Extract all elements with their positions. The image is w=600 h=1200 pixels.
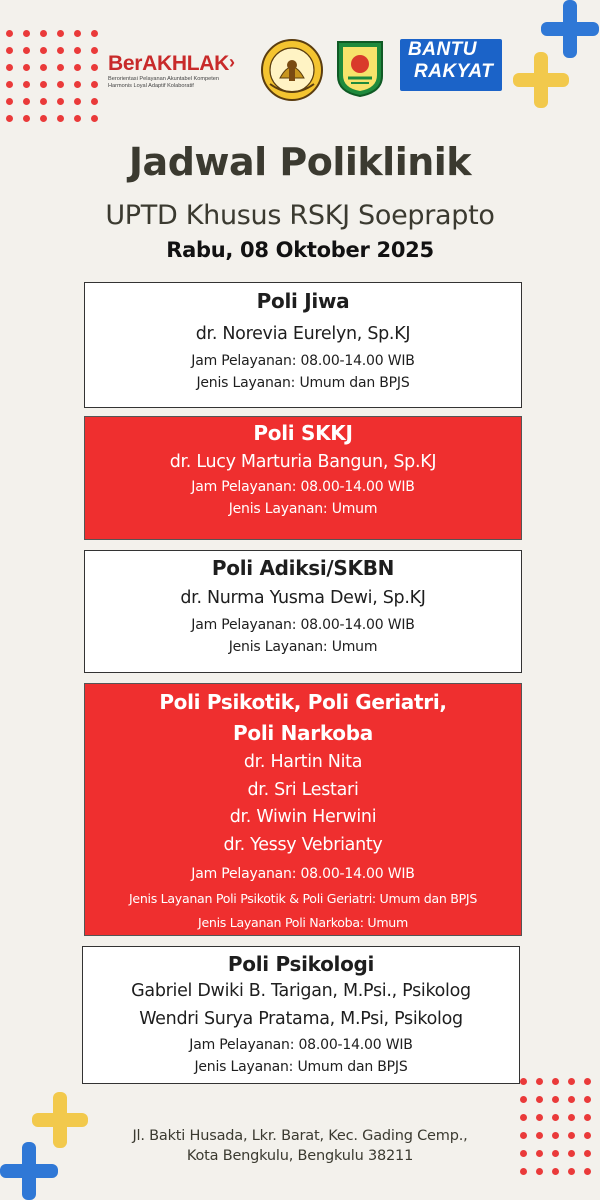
service-hours: Jam Pelayanan: 08.00-14.00 WIB [191, 617, 415, 633]
berakhlak-tagline-1: Berorientasi Pelayanan Akuntabel Kompeten [108, 76, 220, 82]
poli-name-line-2: Poli Narkoba [233, 721, 373, 745]
service-type: Jenis Layanan: Umum [228, 501, 378, 517]
poli-name: Poli Adiksi/SKBN [211, 556, 395, 580]
chevron-right-icon: › [228, 52, 235, 72]
poli-card-jiwa [84, 282, 522, 408]
bantu-rakyat-logo [400, 39, 502, 91]
poli-name: Poli Jiwa [256, 289, 350, 313]
poli-card-psikotik-geriatri-narkoba [84, 683, 522, 936]
doctor-name: dr. Wiwin Herwini [229, 807, 377, 827]
address-line-1: Jl. Bakti Husada, Lkr. Barat, Kec. Gading Cemp., [132, 1128, 468, 1144]
poli-name-line-1: Poli Psikotik, Poli Geriatri, [159, 690, 447, 714]
doctor-name: dr. Hartin Nita [243, 752, 363, 772]
schedule-date: Rabu, 08 Oktober 2025 [166, 238, 434, 262]
doctor-name: dr. Yessy Vebrianty [223, 834, 383, 855]
service-type: Jenis Layanan: Umum dan BPJS [196, 375, 410, 391]
doctor-name: dr. Sri Lestari [247, 779, 359, 800]
service-hours: Jam Pelayanan: 08.00-14.00 WIB [189, 1037, 413, 1053]
service-hours: Jam Pelayanan: 08.00-14.00 WIB [191, 479, 415, 495]
plus-icon-yellow-top-right [513, 52, 569, 108]
doctor-name: dr. Lucy Marturia Bangun, Sp.KJ [169, 452, 437, 472]
poli-card-psikologi [82, 946, 520, 1084]
page-subtitle: UPTD Khusus RSKJ Soeprapto [105, 200, 495, 231]
service-type: Jenis Layanan Poli Narkoba: Umum [198, 915, 408, 930]
service-type: Jenis Layanan: Umum dan BPJS [194, 1059, 408, 1075]
poli-card-adiksi [84, 550, 522, 673]
service-type: Jenis Layanan: Umum [228, 639, 378, 655]
address-line-2: Kota Bengkulu, Bengkulu 38211 [186, 1148, 414, 1164]
service-type: Jenis Layanan Poli Psikotik & Poli Geriatri: Umum dan BPJS [128, 891, 478, 906]
bantu-rakyat-line-2: RAKYAT [414, 61, 494, 82]
decorative-dots-top-left [6, 30, 98, 122]
hospital-seal-logo [260, 38, 324, 102]
poli-name: Poli SKKJ [253, 421, 353, 445]
hospital-address [0, 1126, 600, 1166]
doctor-name: dr. Nurma Yusma Dewi, Sp.KJ [180, 588, 426, 608]
plus-icon-blue-top-right [541, 0, 599, 58]
province-emblem-logo [334, 40, 386, 98]
doctor-name: dr. Norevia Eurelyn, Sp.KJ [195, 324, 411, 344]
bantu-rakyat-line-1: BANTU [408, 39, 477, 60]
doctor-name: Gabriel Dwiki B. Tarigan, M.Psi., Psikolog [131, 981, 471, 1001]
service-hours: Jam Pelayanan: 08.00-14.00 WIB [191, 353, 415, 369]
poli-name: Poli Psikologi [227, 952, 375, 976]
doctor-name: Wendri Surya Pratama, M.Psi, Psikolog [139, 1009, 463, 1029]
service-hours: Jam Pelayanan: 08.00-14.00 WIB [191, 866, 415, 882]
page-title: Jadwal Poliklinik [128, 140, 472, 184]
berakhlak-tagline-2: Harmonis Loyal Adaptif Kolaboratif [108, 83, 194, 89]
berakhlak-title: BerAKHLAK [108, 52, 229, 75]
poli-card-skkj [84, 416, 522, 540]
berakhlak-logo [108, 52, 254, 98]
